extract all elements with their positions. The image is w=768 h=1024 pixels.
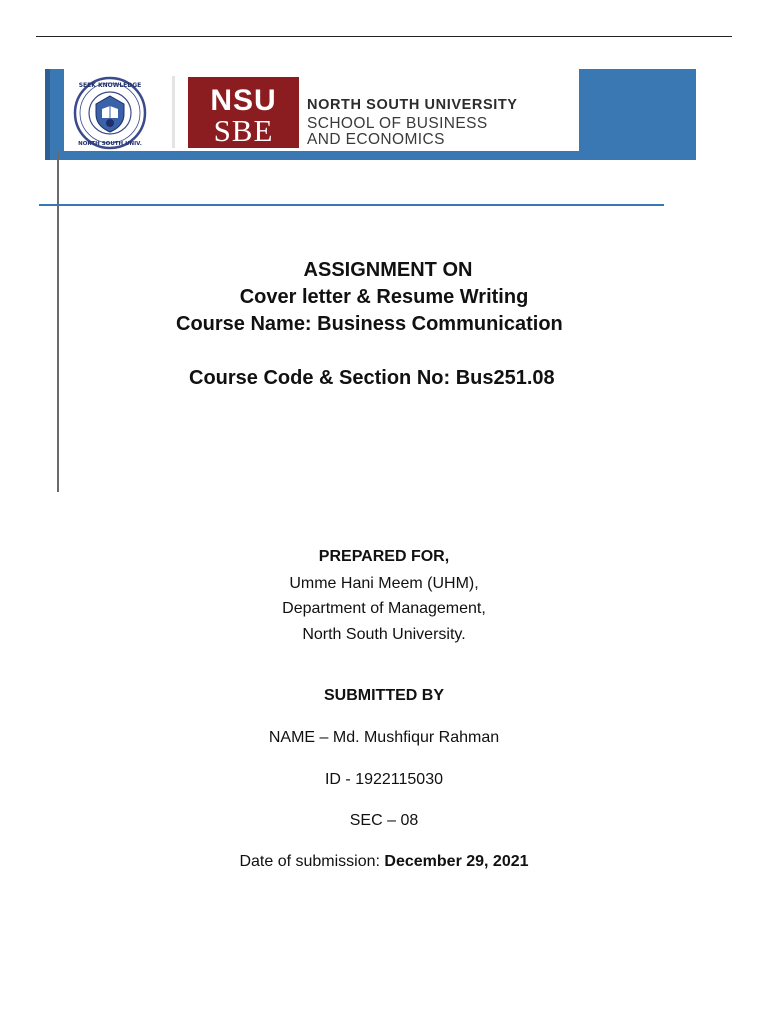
top-rule bbox=[36, 36, 732, 37]
instructor-name: Umme Hani Meem (UHM), bbox=[289, 575, 479, 592]
submission-date bbox=[0, 853, 768, 871]
student-section: SEC – 08 bbox=[349, 812, 419, 829]
student-id: ID - 1922115030 bbox=[324, 771, 443, 788]
svg-text:SEEK KNOWLEDGE: SEEK KNOWLEDGE bbox=[78, 82, 142, 89]
submission-date-value: December 29, 2021 bbox=[384, 853, 529, 870]
course-code: Course Code & Section No: Bus251.08 bbox=[189, 367, 555, 389]
school-name-line-1: SCHOOL OF BUSINESS bbox=[307, 115, 488, 132]
school-name-line-2: AND ECONOMICS bbox=[307, 131, 445, 148]
nsu-sbe-logo bbox=[188, 77, 299, 148]
prepared-for-heading: PREPARED FOR, bbox=[318, 548, 450, 565]
submission-date-label: Date of submission: bbox=[239, 853, 385, 870]
assignment-topic: Cover letter & Resume Writing bbox=[239, 286, 529, 308]
header-underline bbox=[39, 204, 664, 206]
logo-nsu-text: NSU bbox=[210, 84, 277, 117]
instructor-department: Department of Management, bbox=[282, 600, 486, 617]
svg-text:NORTH SOUTH UNIV.: NORTH SOUTH UNIV. bbox=[78, 141, 142, 147]
university-name: NORTH SOUTH UNIVERSITY bbox=[307, 97, 518, 113]
header-band-accent bbox=[45, 69, 50, 160]
assignment-heading: ASSIGNMENT ON bbox=[303, 259, 473, 281]
course-name: Course Name: Business Communication bbox=[176, 313, 563, 335]
university-seal-icon bbox=[64, 76, 156, 150]
student-name: NAME – Md. Mushfiqur Rahman bbox=[268, 729, 500, 746]
submitted-by-heading: SUBMITTED BY bbox=[324, 687, 444, 704]
logo-sbe-text: SBE bbox=[213, 113, 274, 148]
logo-divider bbox=[172, 76, 175, 148]
instructor-university: North South University. bbox=[302, 626, 466, 643]
